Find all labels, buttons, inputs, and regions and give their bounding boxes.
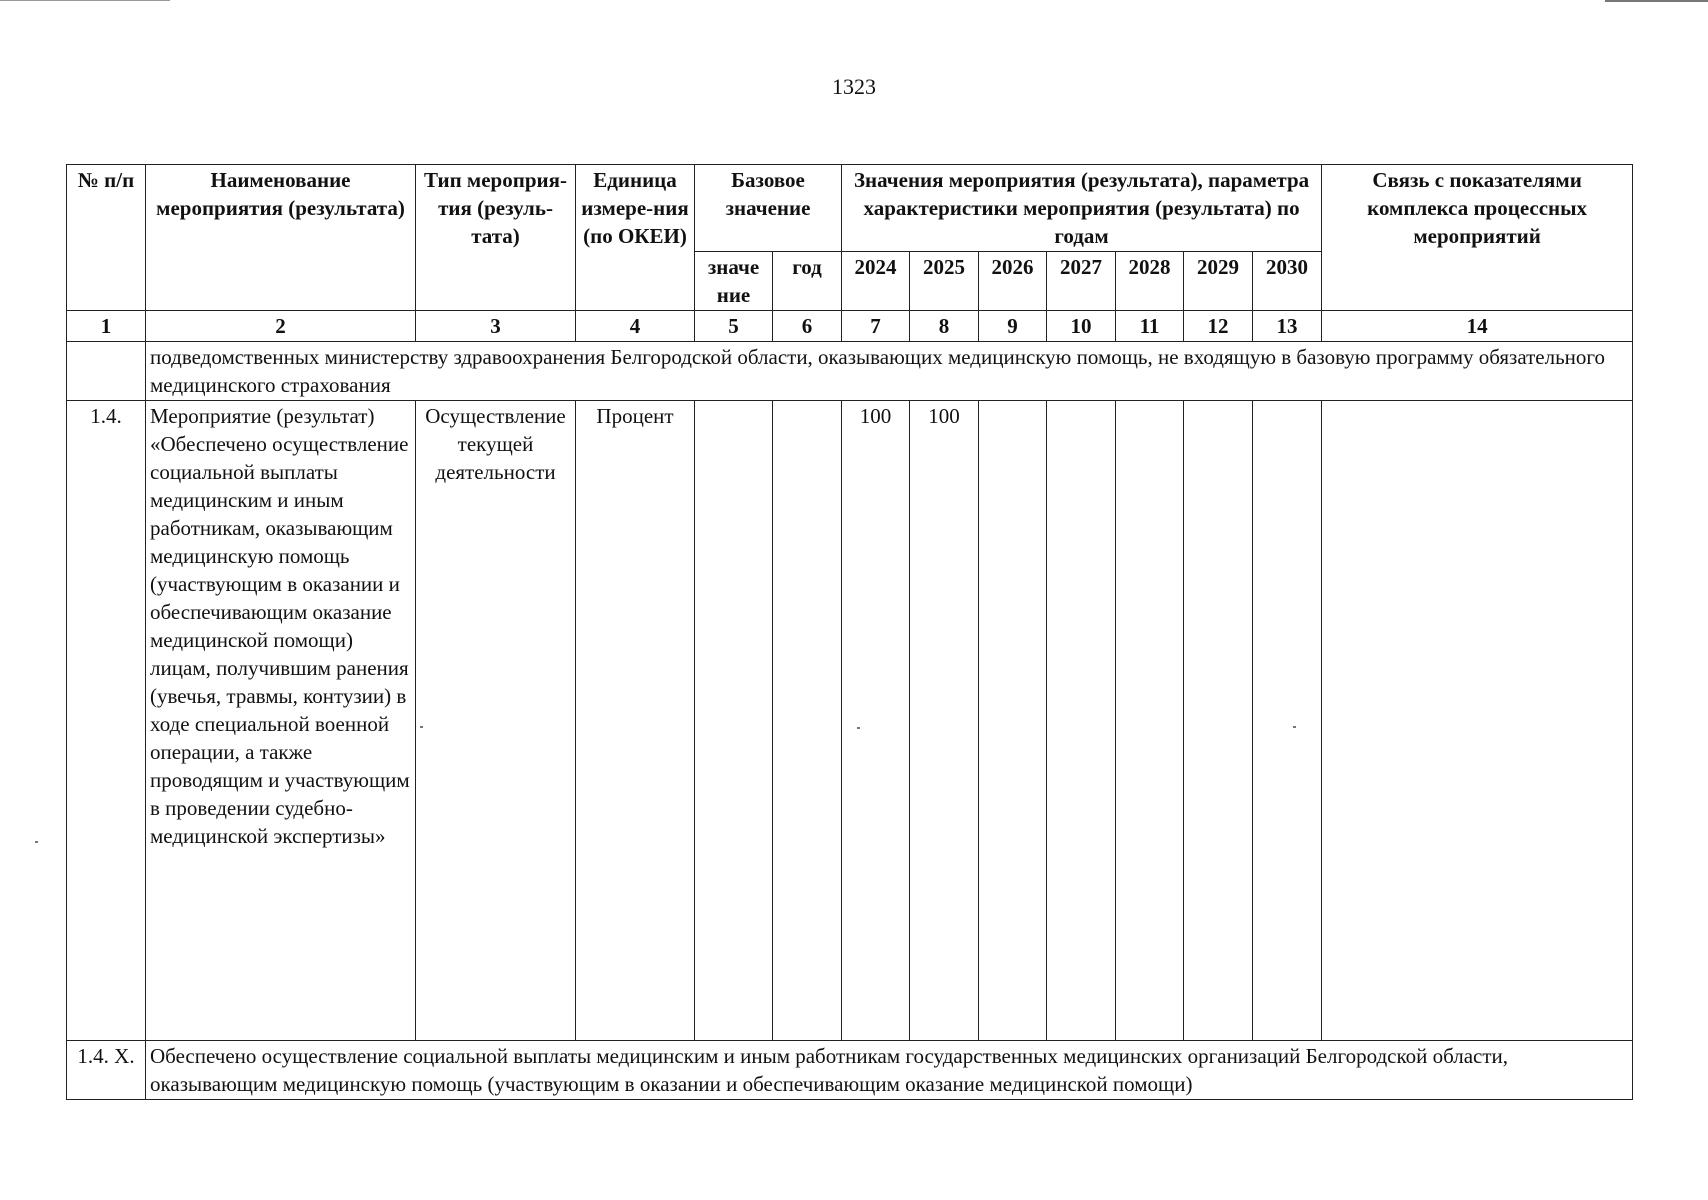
year-value [1184,401,1253,1041]
header-base-value: значе ние [695,252,773,311]
year-value: 100 [842,401,910,1041]
measure-name: Мероприятие (результат) «Обеспечено осуществление социальной выплаты медицинским и иным работникам, оказывающим медицинскую помощь (участвующим в оказании и обеспечивающим оказание медицинской помощи) лицам, получившим ранения (увечья, травмы, контузии) в ходе специальной военной операции, а также проводящим и участвующим в проведении судебно-медицинской экспертизы» [146,401,416,1041]
column-number: 8 [910,311,979,342]
column-number: 9 [979,311,1047,342]
scan-edge-line [0,0,170,1]
column-number: 7 [842,311,910,342]
year-value [1253,401,1322,1041]
base-year [773,401,842,1041]
measure-type: Осуществление текущей деятельности [416,401,576,1041]
header-base: Базовое значение [695,165,842,252]
year-value: 100 [910,401,979,1041]
header-values-by-year: Значения мероприятия (результата), параметра характеристики мероприятия (результата) по годам [842,165,1322,252]
row-num: 1.4. X. [67,1041,146,1100]
column-number: 12 [1184,311,1253,342]
page-number: 1323 [832,74,876,99]
scan-speck [1293,726,1296,728]
scan-speck [420,726,423,728]
row-num [67,342,146,401]
year-value [979,401,1047,1041]
header-year: 2025 [910,252,979,311]
table-row [67,342,1633,401]
column-number: 5 [695,311,773,342]
header-row [67,165,1633,252]
year-value [1047,401,1116,1041]
row-num: 1.4. [67,401,146,1041]
indicator-link [1322,401,1633,1041]
header-year: 2024 [842,252,910,311]
header-num: № п/п [67,165,146,311]
header-year: 2028 [1116,252,1184,311]
scan-edge-line [1605,0,1708,2]
header-year: 2026 [979,252,1047,311]
table-row [67,1041,1633,1100]
header-name: Наименование мероприятия (результата) [146,165,416,311]
base-value [695,401,773,1041]
header-unit: Единица измере-ния (по ОКЕИ) [576,165,695,311]
header-base-year: год [773,252,842,311]
column-number-row [67,311,1633,342]
header-type: Тип мероприя-тия (резуль-тата) [416,165,576,311]
row-continuation-text: подведомственных министерству здравоохранения Белгородской области, оказывающих медицинскую помощь, не входящую в базовую программу обязательного медицинского страхования [146,342,1633,401]
column-number: 2 [146,311,416,342]
measure-unit: Процент [576,401,695,1041]
header-year: 2027 [1047,252,1116,311]
column-number: 11 [1116,311,1184,342]
header-year: 2030 [1253,252,1322,311]
table-row [67,401,1633,1041]
header-link: Связь с показателями комплекса процессных мероприятий [1322,165,1633,311]
scan-speck [35,841,38,843]
column-number: 10 [1047,311,1116,342]
year-value [1116,401,1184,1041]
measures-table [66,164,1633,1100]
column-number: 1 [67,311,146,342]
column-number: 4 [576,311,695,342]
column-number: 6 [773,311,842,342]
header-year: 2029 [1184,252,1253,311]
scan-speck [857,727,860,729]
column-number: 14 [1322,311,1633,342]
column-number: 3 [416,311,576,342]
column-number: 13 [1253,311,1322,342]
row-result-text: Обеспечено осуществление социальной выплаты медицинским и иным работникам государственных медицинских организаций Белгородской области, оказывающим медицинскую помощь (участвующим в оказании и обеспечивающим оказание медицинской помощи) [146,1041,1633,1100]
